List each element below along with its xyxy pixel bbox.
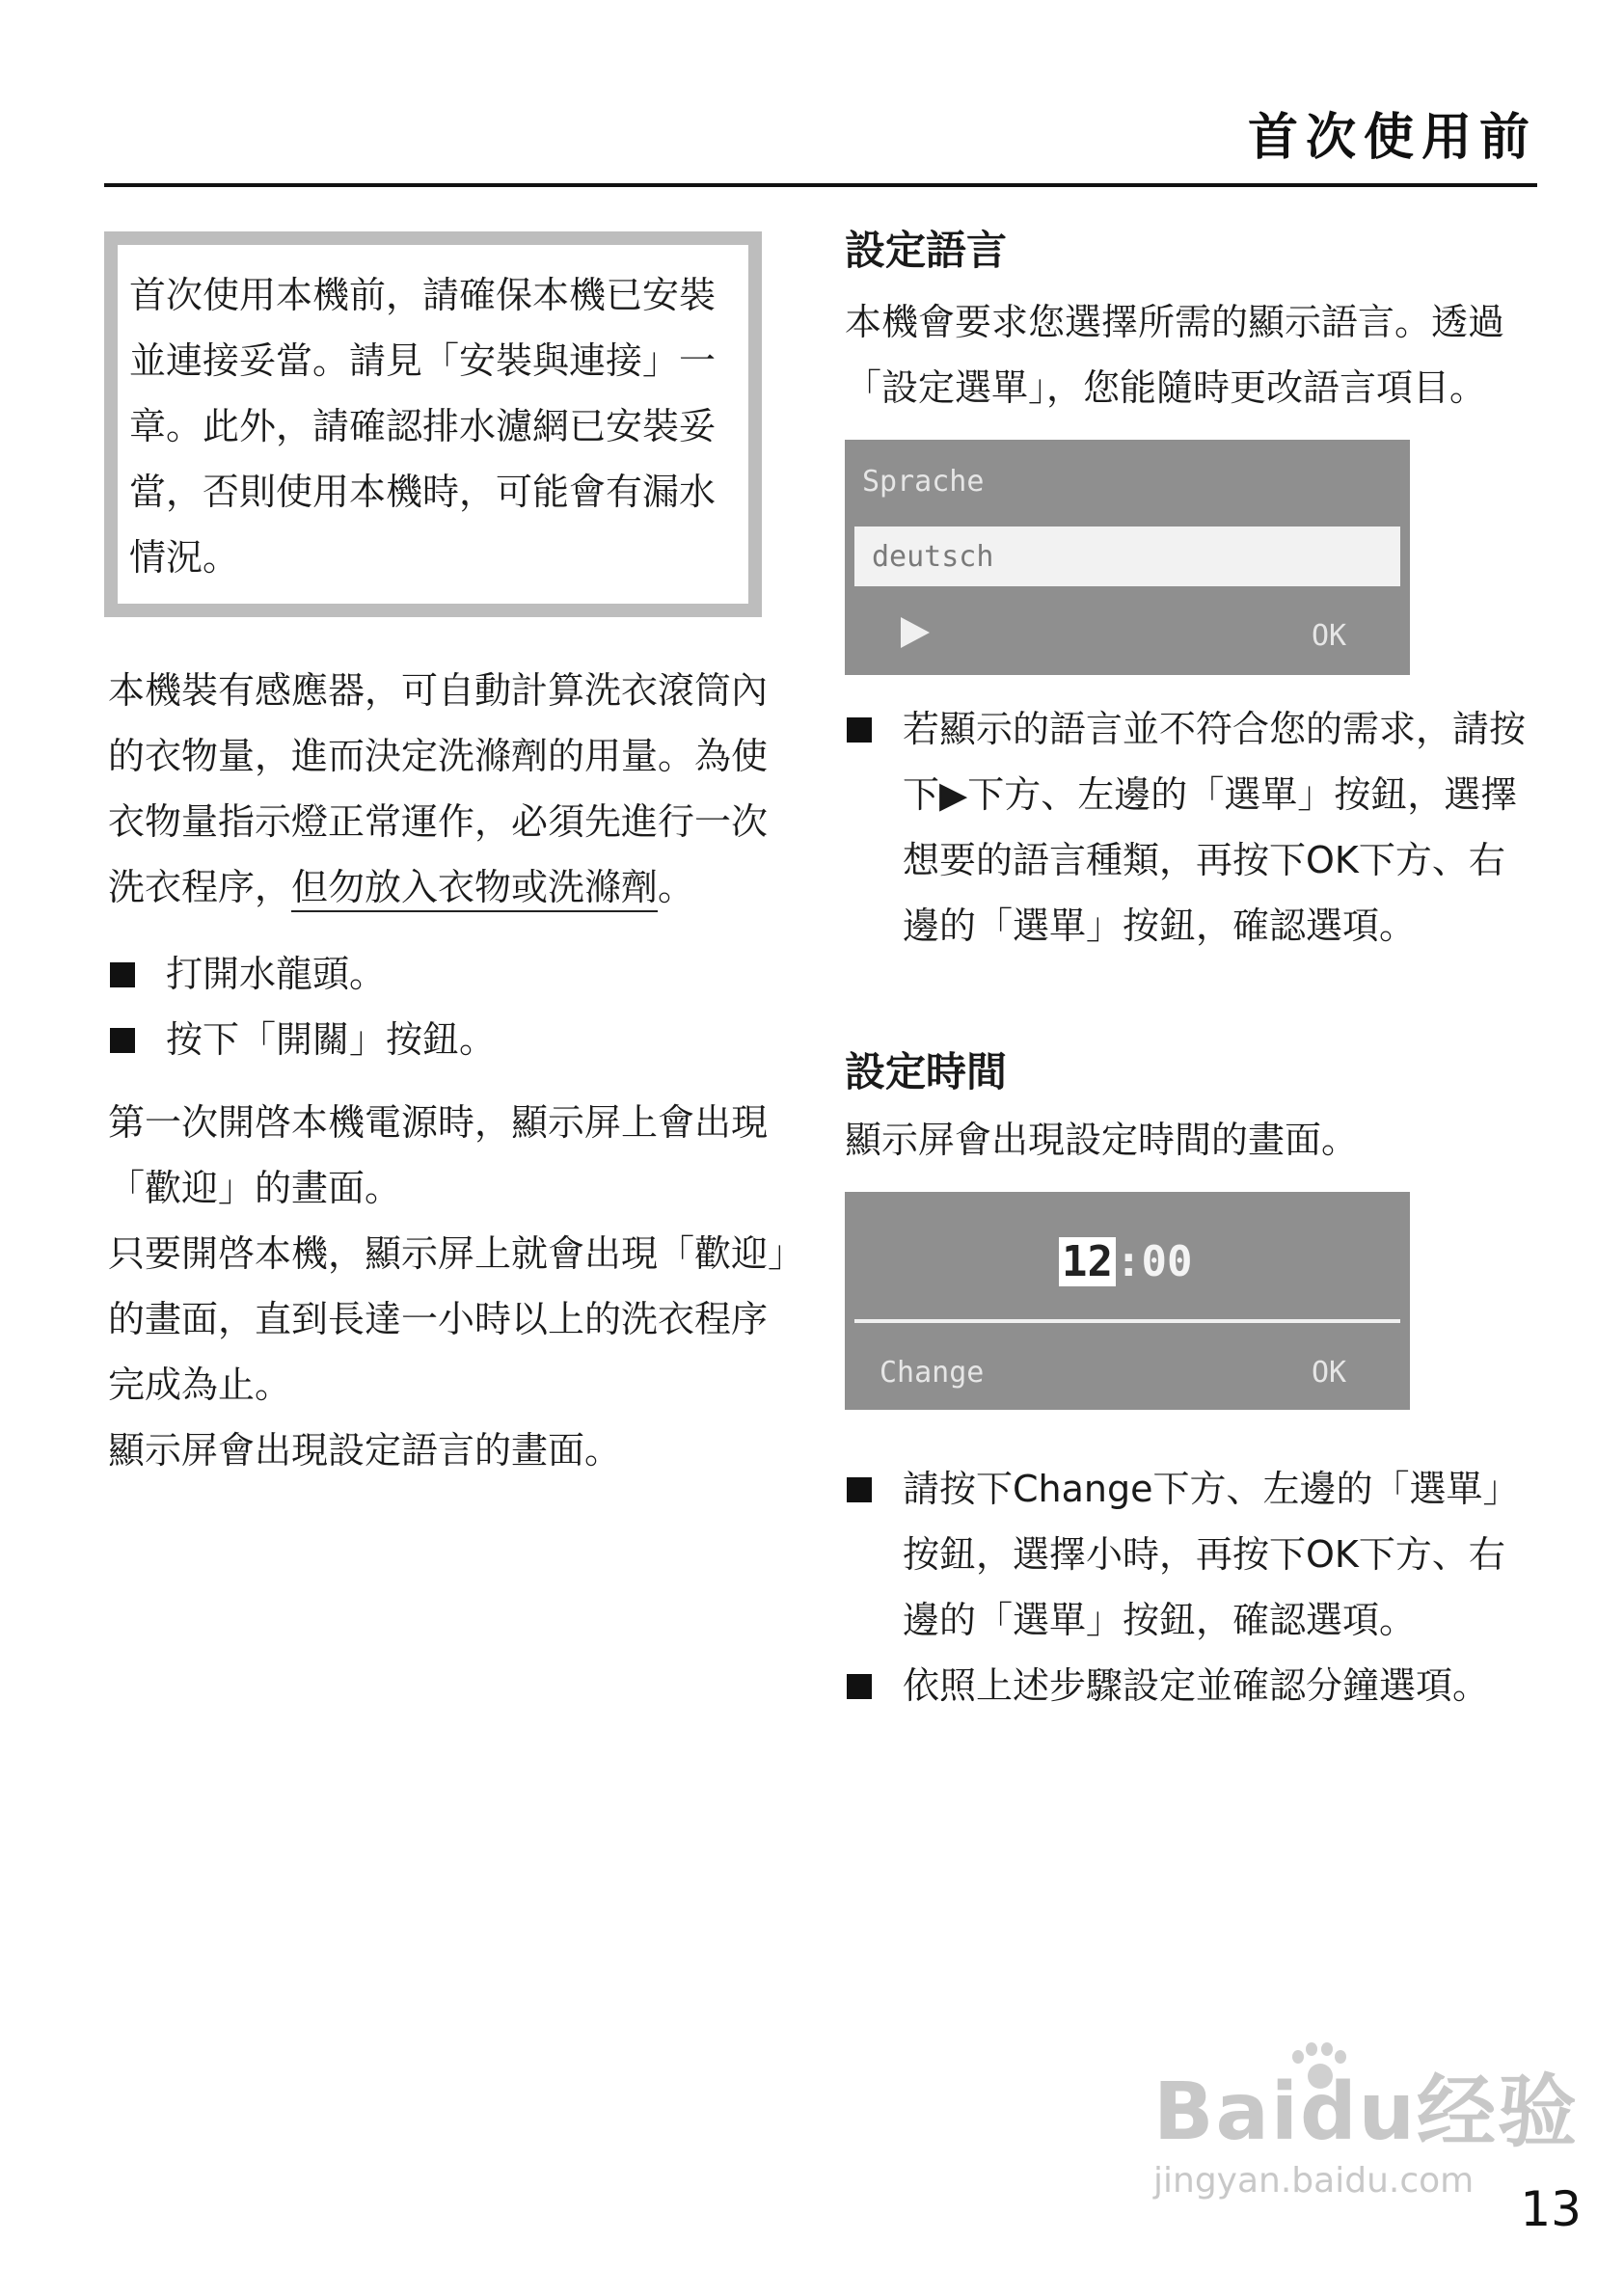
screen-title: Sprache <box>862 465 985 499</box>
first-start-paragraph: 第一次開啓本機電源時，顯示屏上會出現「歡迎」的畫面。 <box>108 1101 769 1209</box>
screen-divider <box>854 1319 1400 1323</box>
time-intro: 顯示屏會出現設定時間的畫面。 <box>845 1119 1359 1161</box>
sensor-text-end: 。 <box>658 866 695 908</box>
watermark-url: jingyan.baidu.com <box>1153 2161 1475 2201</box>
header-divider <box>104 183 1537 187</box>
play-arrow-icon <box>901 617 930 648</box>
time-step-list <box>845 1456 1537 1718</box>
list-item: 依照上述步驟設定並確認分鐘選項。 <box>845 1653 1537 1718</box>
page-title: 首次使用前 <box>1247 109 1537 167</box>
list-item: 若顯示的語言並不符合您的需求，請按下▶下方、左邊的「選單」按鈕，選擇想要的語言種類，再按下OK下方、右邊的「選單」按鈕，確認選項。 <box>845 696 1537 959</box>
screen-ok-label: OK <box>1312 619 1347 653</box>
screen-change-label: Change <box>880 1356 985 1390</box>
section-heading-language: 設定語言 <box>845 227 1008 274</box>
screen-option-label: deutsch <box>872 540 994 574</box>
notice-text: 首次使用本機前，請確保本機已安裝並連接妥當。請見「安裝與連接」一章。此外，請確認排水濾網已安裝妥當，否則使用本機時，可能會有漏水情況。 <box>129 274 717 579</box>
left-column <box>108 231 795 1483</box>
bullet-square-icon <box>847 717 872 743</box>
bullet-square-icon <box>110 1028 135 1053</box>
bullet-square-icon <box>110 962 135 987</box>
section-heading-time: 設定時間 <box>845 1048 1008 1095</box>
notice-box <box>104 231 762 617</box>
bullet-square-icon <box>847 1477 872 1502</box>
language-intro: 本機會要求您選擇所需的顯示語言。透過「設定選單」，您能隨時更改語言項目。 <box>845 301 1505 409</box>
watermark-logo-text: Baidu经验 <box>1153 2066 1580 2158</box>
list-item: 請按下Change下方、左邊的「選單」按鈕，選擇小時，再按下OK下方、右邊的「選單」按鈕，確認選項。 <box>845 1456 1537 1653</box>
screen-selected-option <box>854 527 1400 586</box>
page-number: 13 <box>1520 2181 1582 2237</box>
step-list <box>108 941 795 1072</box>
time-display-screen <box>845 1192 1410 1410</box>
language-step-list <box>845 696 1537 959</box>
language-screen-paragraph: 顯示屏會出現設定語言的畫面。 <box>108 1429 622 1472</box>
welcome-paragraph: 只要開啓本機，顯示屏上就會出現「歡迎」的畫面，直到長達一小時以上的洗衣程序完成為止。 <box>108 1232 787 1406</box>
clock-readout <box>1059 1238 1192 1286</box>
language-display-screen <box>845 440 1410 675</box>
sensor-text: 本機裝有感應器，可自動計算洗衣滾筒內的衣物量，進而決定洗滌劑的用量。為使衣物量指示燈正常運作，必須先進行一次洗衣程序， <box>108 669 769 908</box>
bullet-square-icon <box>847 1674 872 1699</box>
clock-minutes: :00 <box>1115 1237 1193 1286</box>
right-column <box>845 222 1537 1718</box>
sensor-warning-underlined: 但勿放入衣物或洗滌劑 <box>291 866 658 912</box>
screen-ok-label: OK <box>1312 1356 1347 1390</box>
clock-hours: 12 <box>1059 1237 1116 1286</box>
list-item: 按下「開關」按鈕。 <box>108 1007 795 1072</box>
list-item: 打開水龍頭。 <box>108 941 795 1007</box>
sensor-paragraph <box>108 658 795 920</box>
baidu-watermark <box>1153 2066 1580 2201</box>
